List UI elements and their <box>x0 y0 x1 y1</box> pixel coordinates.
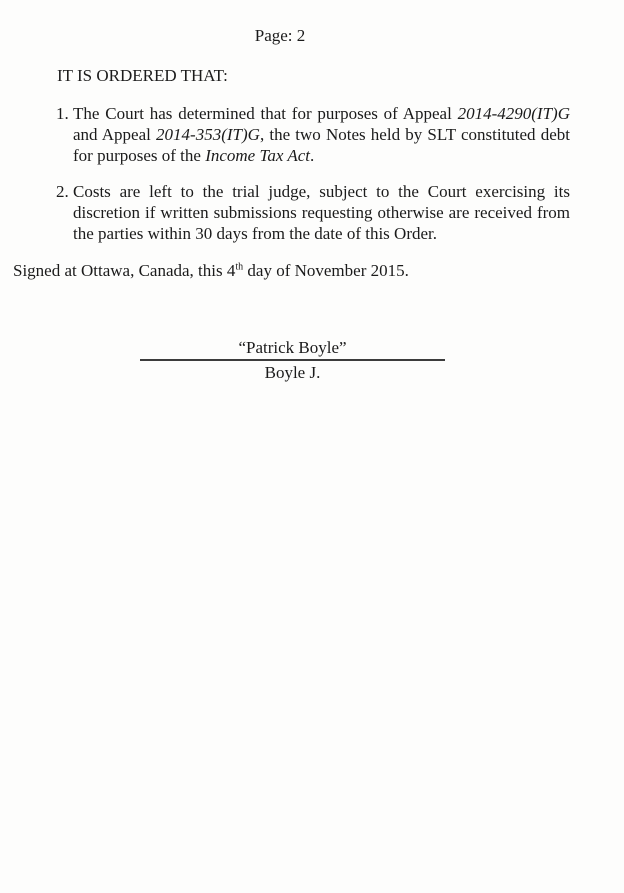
item-1-text <box>73 103 570 166</box>
item-1-seg-6: . <box>310 146 315 165</box>
order-item-2 <box>56 181 570 244</box>
item-2-text <box>73 181 570 244</box>
signed-statement-pre: Signed at Ottawa, Canada, this 4 <box>13 261 236 280</box>
item-1-seg-appeal-number-2: 2014-353(IT)G <box>156 125 260 144</box>
item-1-seg-appeal-number-1: 2014-4290(IT)G <box>457 104 570 123</box>
item-1-seg-act-name: Income Tax Act <box>205 146 311 165</box>
signature-title: Boyle J. <box>264 363 321 382</box>
item-2-number: 2. <box>56 182 69 201</box>
order-item-1 <box>56 103 570 166</box>
ordinal-suffix: th <box>235 261 244 273</box>
item-1-seg-0: The Court has determined that for purposes of Appeal <box>73 104 458 123</box>
signed-statement <box>13 260 409 281</box>
item-1-seg-2: and Appeal <box>73 125 157 144</box>
order-heading: IT IS ORDERED THAT: <box>57 66 228 85</box>
item-1-seg-4: , the two Notes held by SLT constituted debt for purposes of the <box>73 125 570 165</box>
signature-block <box>140 337 445 383</box>
signed-statement-post: day of November 2015. <box>243 261 409 280</box>
page-number: Page: 2 <box>254 26 306 45</box>
signature-name: “Patrick Boyle” <box>140 337 445 361</box>
item-1-number: 1. <box>56 104 69 123</box>
item-2-seg-0: Costs are left to the trial judge, subject to the Court exercising its discretion if written submissions requesting otherwise are received from the parties within 30 days from the date of this Order. <box>73 182 570 243</box>
